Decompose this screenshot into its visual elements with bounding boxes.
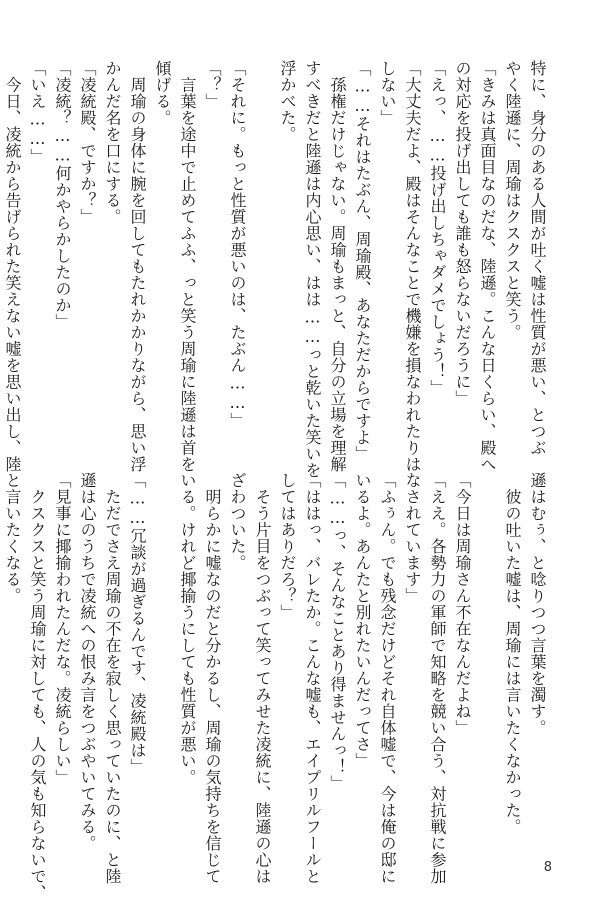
lower-text-line: ただでさえ周瑜の不在を寂しく思っていたのに、と陸	[103, 472, 122, 885]
upper-text-line: すべきだと陸遜は内心思い、はは……っと乾いた笑いを	[303, 60, 322, 479]
upper-text-line: の対応を投げ出しても誰も怒らないだろうに」	[453, 60, 472, 407]
upper-text-line: 「きみは真面目なのだな、陸遜。こんな日くらい、殿へ	[478, 60, 497, 473]
upper-text-line: 「凌統殿、ですか？」	[78, 60, 97, 225]
upper-text-line: 「……それはたぶん、周瑜殿、あなただからですよ」	[353, 60, 372, 462]
upper-text-line: 特に、身分のある人間が吐く嘘は性質が悪い、とつぶ	[528, 60, 547, 456]
upper-text-line: しない」	[378, 60, 397, 126]
upper-text-line: 「大丈夫だよ、殿はそんなことで機嫌を損なわれたりは	[403, 60, 422, 473]
upper-text-line: かんだ名を口にする。	[103, 60, 122, 225]
text-block-upper	[3, 60, 550, 479]
upper-text-line: 「凌統？……何かやらかしたのか」	[53, 60, 72, 330]
upper-text-line	[250, 60, 275, 440]
upper-text-line: やく陸遜に、周瑜はクスクスと笑う。	[503, 60, 522, 341]
lower-text-line: 「ええ。各勢力の軍師で知略を競い合う、対抗戦に参加	[428, 472, 447, 885]
upper-text-line: 「いえ……」	[28, 60, 47, 165]
page-number: 8	[543, 860, 552, 875]
upper-text-line: 浮かべた。	[278, 60, 297, 143]
lower-text-line: と言いたくなる。	[3, 472, 22, 604]
upper-text-line: 傾げる。	[153, 60, 172, 126]
upper-text-line: 「？」	[203, 60, 222, 110]
lower-text-line	[150, 472, 175, 854]
lower-text-line: 「ふぅん。でも残念だけどそれ自体嘘で、今は俺の邸に	[378, 472, 397, 885]
lower-text-line: してはありだろ？」	[278, 472, 297, 621]
lower-text-line: 「……冗談が過ぎるんです、凌統殿は」	[128, 472, 147, 775]
upper-text-line: 周瑜の身体に腕を回してもたれかかりながら、思い浮	[128, 60, 147, 473]
lower-text-line	[475, 472, 500, 854]
lower-text-line: 彼の吐いた嘘は、周瑜には言いたくなかった。	[503, 472, 522, 835]
upper-text-line: 今日、凌統から告げられた笑えない嘘を思い出し、陸	[3, 60, 22, 473]
lower-text-line: 「見事に揶揄われたんだな。凌統らしい」	[53, 472, 72, 786]
lower-text-line: 「今日は周瑜さん不在なんだよね」	[453, 472, 472, 736]
upper-text-line: 「えっ、……投げ出しちゃダメでしょう！」	[428, 60, 447, 396]
lower-text-line: なされています」	[403, 472, 422, 604]
upper-text-line: 孫権だけじゃない。周瑜もまっと、自分の立場を理解	[328, 60, 347, 473]
upper-text-line: 言葉を途中で止めてふふ、っと笑う周瑜に陸遜は首を	[178, 60, 197, 473]
upper-text-line: 「それに。もっと性質が悪いのは、たぶん……」	[228, 60, 247, 429]
lower-text-line: クスクスと笑う周瑜に対しても、人の気も知らないで、	[28, 472, 47, 901]
text-block-lower	[3, 472, 550, 901]
lower-text-line: 明らかに嘘なのだと分かるし、周瑜の気持ちを信じて	[203, 472, 222, 885]
lower-text-line: いるよ。あんたと別れたいんだってさ」	[353, 472, 372, 769]
lower-text-line: 遜はむぅ、と唸りつつ言葉を濁す。	[528, 472, 547, 736]
lower-text-line: そう片目をつぶって笑ってみせた凌統に、陸遜の心は	[253, 472, 272, 885]
lower-text-line: 「ははっ、バレたか。こんな嘘も、エイプリルフールと	[303, 472, 322, 885]
lower-text-line: 遜は心のうちで凌統への恨み言をつぶやいてみる。	[78, 472, 97, 852]
lower-text-line: ざわついた。	[228, 472, 247, 571]
lower-text-line: いる。けれど揶揄うにしても性質が悪い。	[178, 472, 197, 786]
lower-text-line: 「……っ、そんなことあり得ませんっ！」	[328, 472, 347, 792]
